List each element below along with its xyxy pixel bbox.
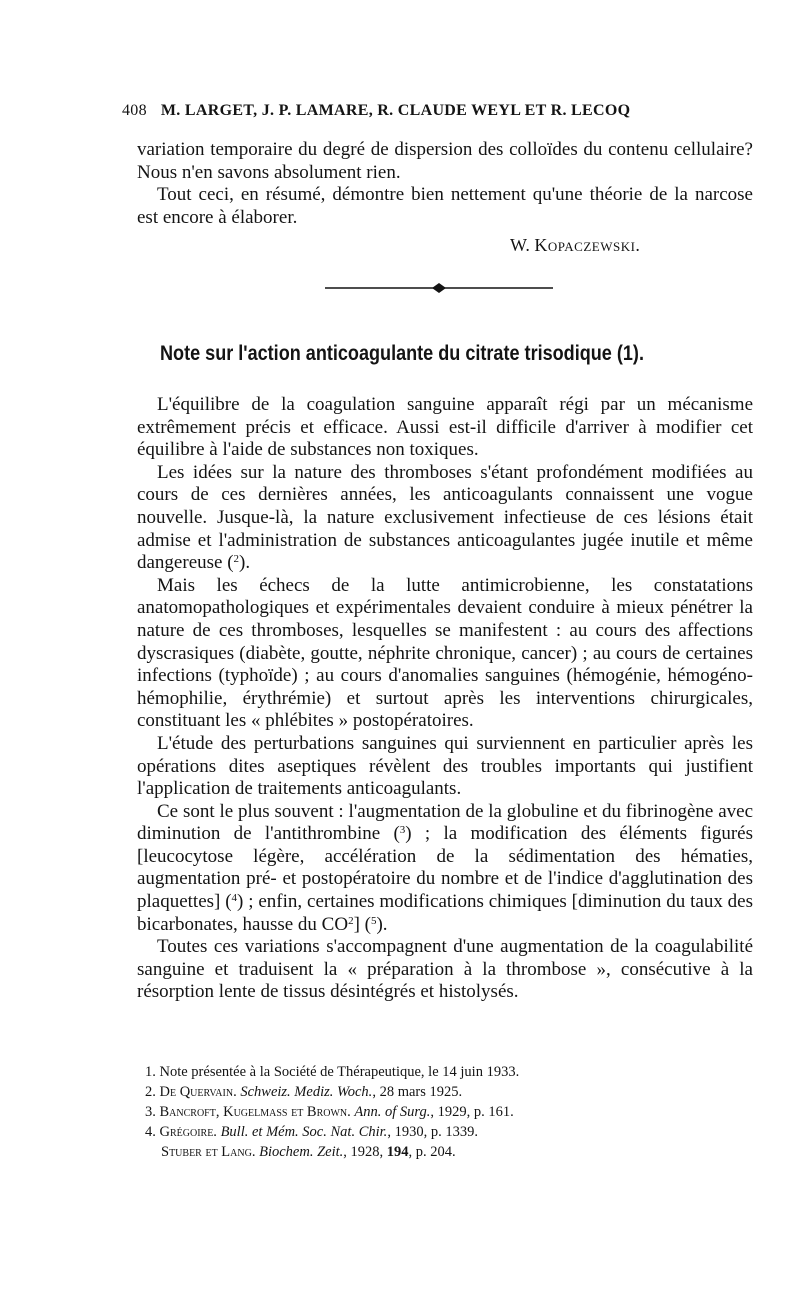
footnote-text: , p. 204. [408, 1144, 456, 1160]
paragraph-text: ] ( [353, 913, 371, 935]
footnote-text: , 1929, p. 161. [430, 1104, 514, 1120]
footnote-text: , 1928, [343, 1144, 387, 1160]
paragraph [137, 462, 753, 575]
paragraph: variation temporaire du degré de dispersion des colloïdes du contenu cellulaire? Nous n'en savons absolument rien. [137, 139, 753, 183]
paragraph [137, 936, 753, 1004]
signature [510, 235, 640, 256]
footnote-journal: Ann. of Surg. [354, 1104, 431, 1120]
article-title [160, 342, 676, 366]
footnote-ref: 3 [399, 824, 406, 837]
footnotes [145, 1062, 745, 1162]
paragraph-text: Toutes ces variations s'accompagnent d'une augmentation de la coagulabilité sanguine et traduisent la « préparation à la thrombose », consécutive à la résorption lente de tissus désintégrés et histolysés. [137, 936, 753, 1003]
signature-name: Kopaczewski. [534, 235, 641, 255]
footnote [145, 1062, 745, 1082]
footnote-author: Bancroft, Kugelmass et Brown. [159, 1104, 351, 1120]
footnote-number: 1. [145, 1064, 156, 1080]
paragraph-text: Ce sont le plus souvent : l'augmentation de la globuline et du fibrinogène avec diminution de l'antithrombine ( [137, 800, 753, 845]
previous-article-ending [137, 139, 753, 229]
page-number: 408 [122, 102, 147, 119]
paragraph: Tout ceci, en résumé, démontre bien nettement qu'une théorie de la narcose est encore à élaborer. [137, 184, 753, 228]
footnote [145, 1122, 745, 1142]
signature-initial: W. [510, 235, 530, 255]
diamond-icon [432, 283, 446, 293]
running-head-authors: M. LARGET, J. P. LAMARE, R. CLAUDE WEYL ET R. LECOQ [160, 102, 631, 119]
footnote-author: Grégoire. [159, 1124, 217, 1140]
footnote-number: 4. [145, 1124, 156, 1140]
paragraph-text: ). [376, 913, 388, 935]
section-divider-ornament [325, 283, 553, 293]
footnote-volume: 194 [386, 1144, 409, 1160]
article-title-note: (1). [616, 342, 644, 365]
footnote-journal: Biochem. Zeit. [259, 1144, 344, 1160]
footnote-text: , 28 mars 1925. [372, 1084, 463, 1100]
footnote-author: De Quervain. [159, 1084, 237, 1100]
paragraph-text: Les idées sur la nature des thromboses s'étant profondément modifiées au cours de ces dernières années, les anticoagulants connaissent une vogue nouvelle. Jusque-là, la nature exclusivement infectieuse de ces lésions était admise et l'administration de substances anticoagulantes jugée inutile et même dangereuse ( [137, 461, 753, 574]
footnote [145, 1082, 745, 1102]
paragraph-text: ). [239, 552, 251, 574]
footnote-text: , 1930, p. 1339. [387, 1124, 478, 1140]
article-title-text: Note sur l'action anticoagulante du citrate trisodique [160, 342, 612, 365]
footnote-number: 2. [145, 1084, 156, 1100]
footnote-ref: 4 [231, 892, 238, 905]
footnote-journal: Schweiz. Mediz. Woch. [240, 1084, 373, 1100]
paragraph-text: L'étude des perturbations sanguines qui surviennent en particulier après les opérations dites aseptiques révèlent des troubles importants qui justifient l'application de traitements anticoagulants. [137, 732, 753, 800]
footnote-author: Stuber et Lang. [161, 1144, 256, 1160]
paragraph [137, 394, 753, 462]
footnote-journal: Bull. et Mém. Soc. Nat. Chir. [220, 1124, 388, 1140]
paragraph-text: ) ; enfin, certaines modifications chimiques [diminution du taux des bicarbonates, hausse du CO [137, 891, 753, 935]
footnote-ref: 2 [233, 553, 240, 566]
chemical-subscript: 2 [348, 914, 354, 927]
paragraph [137, 801, 753, 937]
paragraph-text: Mais les échecs de la lutte antimicrobienne, les constatations anatomopathologiques et expérimentales devaient conduire à mieux pénétrer la nature de ces thromboses, lesquelles se manifestent : au cours des affections dyscrasiques (diabète, goutte, néphrite chronique, cancer) ; au cours de certaines infections (typhoïde) ; au cours d'anomalies sanguines (hémogénie, hémogéno-hémophilie, érythrémie) et surtout après les interventions chirurgicales, constituant les « phlébites » postopératoires. [137, 574, 753, 732]
footnote-continuation [145, 1142, 745, 1162]
article-body [137, 394, 753, 1004]
running-head [122, 102, 722, 120]
paragraph [137, 733, 753, 801]
footnote-ref: 5 [370, 914, 377, 927]
footnote [145, 1102, 745, 1122]
paragraph [137, 575, 753, 733]
paragraph-text: L'équilibre de la coagulation sanguine apparaît régi par un mécanisme extrêmement précis et efficace. Aussi est-il difficile d'arriver à modifier cet équilibre à l'aide de substances non toxiques. [137, 394, 753, 461]
footnote-text: Note présentée à la Société de Thérapeutique, le 14 juin 1933. [159, 1064, 520, 1080]
footnote-number: 3. [145, 1104, 156, 1120]
paragraph-text: ) ; la modification des éléments figurés [leucocytose légère, accélération de la sédimentation des hématies, augmentation pré- et postopératoire du nombre et de l'indice d'agglutination des plaquettes] ( [137, 823, 753, 913]
